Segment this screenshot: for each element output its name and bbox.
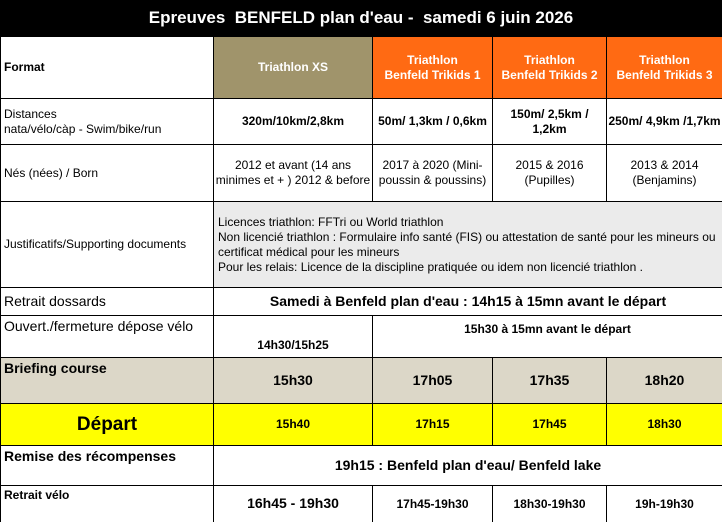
bibs-label: Retrait dossards: [1, 288, 214, 316]
documents-line: Licences triathlon: FFTri ou World triathlon: [218, 214, 444, 229]
briefing-xs: 15h30: [214, 358, 373, 404]
column-header-line2: Benfeld Trikids 2: [501, 67, 598, 82]
column-header-line1: Triathlon: [524, 52, 575, 67]
briefing-trikids-3: 18h20: [607, 358, 722, 404]
awards-label: Remise des récompenses: [1, 446, 214, 486]
bike-pickup-row: [1, 486, 722, 522]
distances-trikids-1: 50m/ 1,3km / 0,6km: [373, 99, 493, 145]
born-trikids-2: 2015 & 2016 (Pupilles): [493, 145, 607, 202]
bike-pickup-trikids-2: 18h30-19h30: [493, 486, 607, 522]
column-header-line1: Triathlon: [407, 52, 458, 67]
format-label: Format: [1, 37, 214, 99]
bike-pickup-trikids-1: 17h45-19h30: [373, 486, 493, 522]
bike-drop-kids: 15h30 à 15mn avant le départ: [373, 316, 722, 358]
page-title: Epreuves BENFELD plan d'eau - samedi 6 juin 2026: [0, 0, 722, 36]
column-header-trikids-3: [607, 37, 722, 99]
header-row: [1, 37, 722, 99]
column-header-line2: Benfeld Trikids 3: [616, 67, 713, 82]
depart-xs: 15h40: [214, 404, 373, 446]
column-header-trikids-1: [373, 37, 493, 99]
bike-pickup-xs: 16h45 - 19h30: [214, 486, 373, 522]
documents-text: [214, 202, 722, 288]
column-header-xs: [214, 37, 373, 99]
bibs-value: Samedi à Benfeld plan d'eau : 14h15 à 15mn avant le départ: [214, 288, 722, 316]
depart-trikids-3: 18h30: [607, 404, 722, 446]
briefing-label: Briefing course: [1, 358, 214, 404]
distances-trikids-3: 250m/ 4,9km /1,7km: [607, 99, 722, 145]
distances-label-line1: Distances: [4, 106, 57, 121]
awards-value: 19h15 : Benfeld plan d'eau/ Benfeld lake: [214, 446, 722, 486]
briefing-trikids-1: 17h05: [373, 358, 493, 404]
distances-row: [1, 99, 722, 145]
born-label: Nés (nées) / Born: [1, 145, 214, 202]
born-row: [1, 145, 722, 202]
distances-trikids-2: 150m/ 2,5km / 1,2km: [493, 99, 607, 145]
column-header-xs-label: Triathlon XS: [257, 60, 328, 74]
bike-drop-xs: 14h30/15h25: [214, 316, 373, 358]
documents-line: Pour les relais: Licence de la discipline pratiquée ou idem non licencié triathlon .: [218, 259, 643, 274]
documents-label: Justificatifs/Supporting documents: [1, 202, 214, 288]
born-xs: 2012 et avant (14 ans minimes et + ) 2012 & before: [214, 145, 373, 202]
bibs-row: [1, 288, 722, 316]
bike-pickup-trikids-3: 19h-19h30: [607, 486, 722, 522]
distances-xs: 320m/10km/2,8km: [214, 99, 373, 145]
schedule-table: [0, 36, 722, 522]
awards-row: [1, 446, 722, 486]
born-trikids-1: 2017 à 2020 (Mini-poussin & poussins): [373, 145, 493, 202]
documents-row: [1, 202, 722, 288]
born-trikids-3: 2013 & 2014 (Benjamins): [607, 145, 722, 202]
distances-label-line2: nata/vélo/càp - Swim/bike/run: [4, 121, 162, 136]
depart-label: Départ: [1, 404, 214, 446]
documents-line: Non licencié triathlon : Formulaire info santé (FIS) ou attestation de santé pour les mineurs ou certificat médical pour les mineurs: [218, 229, 716, 259]
column-header-line2: Benfeld Trikids 1: [384, 67, 481, 82]
bike-drop-label: Ouvert./fermeture dépose vélo: [1, 316, 214, 358]
bike-drop-row: [1, 316, 722, 358]
briefing-trikids-2: 17h35: [493, 358, 607, 404]
depart-row: [1, 404, 722, 446]
column-header-trikids-2: [493, 37, 607, 99]
depart-trikids-2: 17h45: [493, 404, 607, 446]
distances-label: [1, 99, 214, 145]
briefing-row: [1, 358, 722, 404]
depart-trikids-1: 17h15: [373, 404, 493, 446]
bike-pickup-label: Retrait vélo: [1, 486, 214, 522]
column-header-line1: Triathlon: [639, 52, 690, 67]
